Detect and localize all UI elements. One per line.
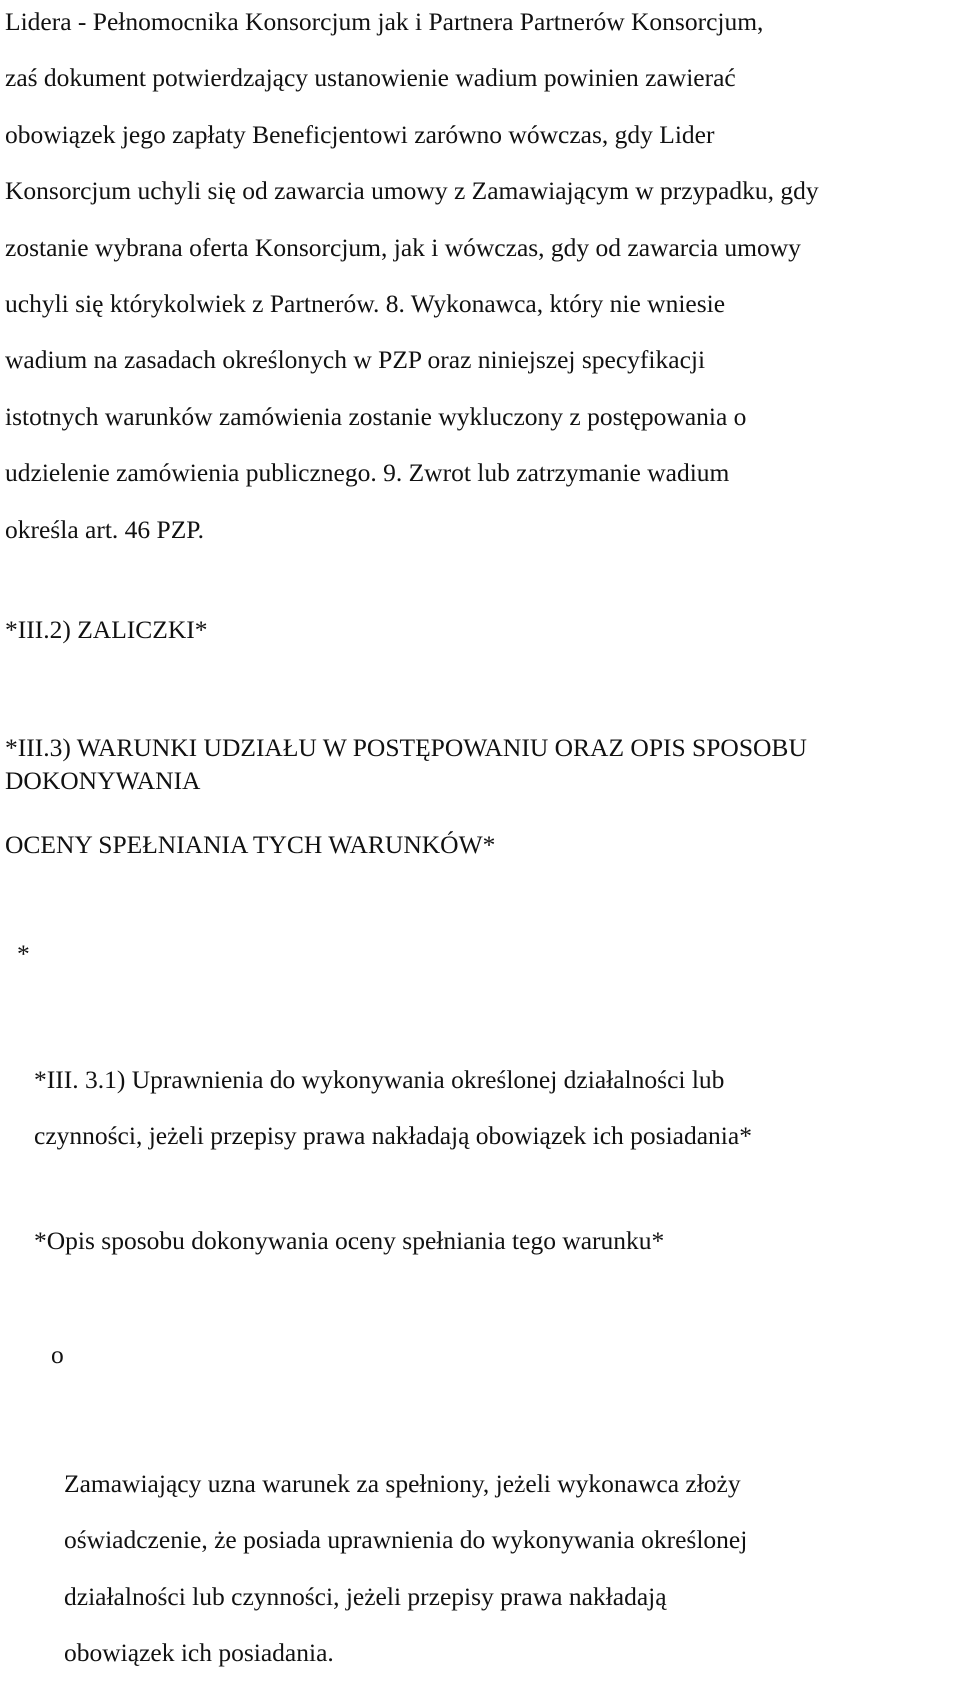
paragraph-line: oświadczenie, że posiada uprawnienia do wykonywania określonej bbox=[64, 1525, 748, 1555]
opis-sposobu-heading: *Opis sposobu dokonywania oceny spełniania tego warunku* bbox=[34, 1226, 665, 1255]
section-heading-warunki-cont: DOKONYWANIA bbox=[5, 766, 201, 795]
paragraph-line: działalności lub czynności, jeżeli przepisy prawa nakładają bbox=[64, 1581, 667, 1611]
paragraph-line: zaś dokument potwierdzający ustanowienie wadium powinien zawierać bbox=[5, 63, 736, 93]
section-heading-warunki: *III.3) WARUNKI UDZIAŁU W POSTĘPOWANIU ORAZ OPIS SPOSOBU bbox=[5, 733, 807, 762]
paragraph-line: Lidera - Pełnomocnika Konsorcjum jak i Partnera Partnerów Konsorcjum, bbox=[5, 7, 764, 36]
paragraph-line: *III. 3.1) Uprawnienia do wykonywania określonej działalności lub bbox=[34, 1065, 725, 1094]
paragraph-line: określa art. 46 PZP. bbox=[5, 514, 205, 544]
paragraph-line: zostanie wybrana oferta Konsorcjum, jak i wówczas, gdy od zawarcia umowy bbox=[5, 232, 801, 262]
paragraph-line: obowiązek ich posiadania. bbox=[64, 1638, 334, 1668]
asterisk-bullet: * bbox=[17, 939, 30, 968]
paragraph-line: Zamawiający uzna warunek za spełniony, jeżeli wykonawca złoży bbox=[64, 1469, 741, 1498]
paragraph-line: uchyli się którykolwiek z Partnerów. 8. Wykonawca, który nie wniesie bbox=[5, 289, 726, 319]
uprawnienia-paragraph bbox=[34, 1052, 752, 1165]
paragraph-line: czynności, jeżeli przepisy prawa nakładają obowiązek ich posiadania* bbox=[34, 1121, 752, 1151]
section-heading-zaliczki: *III.2) ZALICZKI* bbox=[5, 615, 208, 644]
wadium-paragraph bbox=[5, 0, 955, 558]
paragraph-line: udzielenie zamówienia publicznego. 9. Zwrot lub zatrzymanie wadium bbox=[5, 458, 730, 488]
zamawiajacy-paragraph bbox=[64, 1456, 747, 1682]
circle-bullet: o bbox=[51, 1340, 64, 1369]
paragraph-line: istotnych warunków zamówienia zostanie wykluczony z postępowania o bbox=[5, 401, 747, 431]
paragraph-line: wadium na zasadach określonych w PZP oraz niniejszej specyfikacji bbox=[5, 345, 706, 375]
paragraph-line: obowiązek jego zapłaty Beneficjentowi zarówno wówczas, gdy Lider bbox=[5, 119, 715, 149]
section-heading-warunki-cont: OCENY SPEŁNIANIA TYCH WARUNKÓW* bbox=[5, 830, 496, 859]
paragraph-line: Konsorcjum uchyli się od zawarcia umowy z Zamawiającym w przypadku, gdy bbox=[5, 176, 819, 206]
